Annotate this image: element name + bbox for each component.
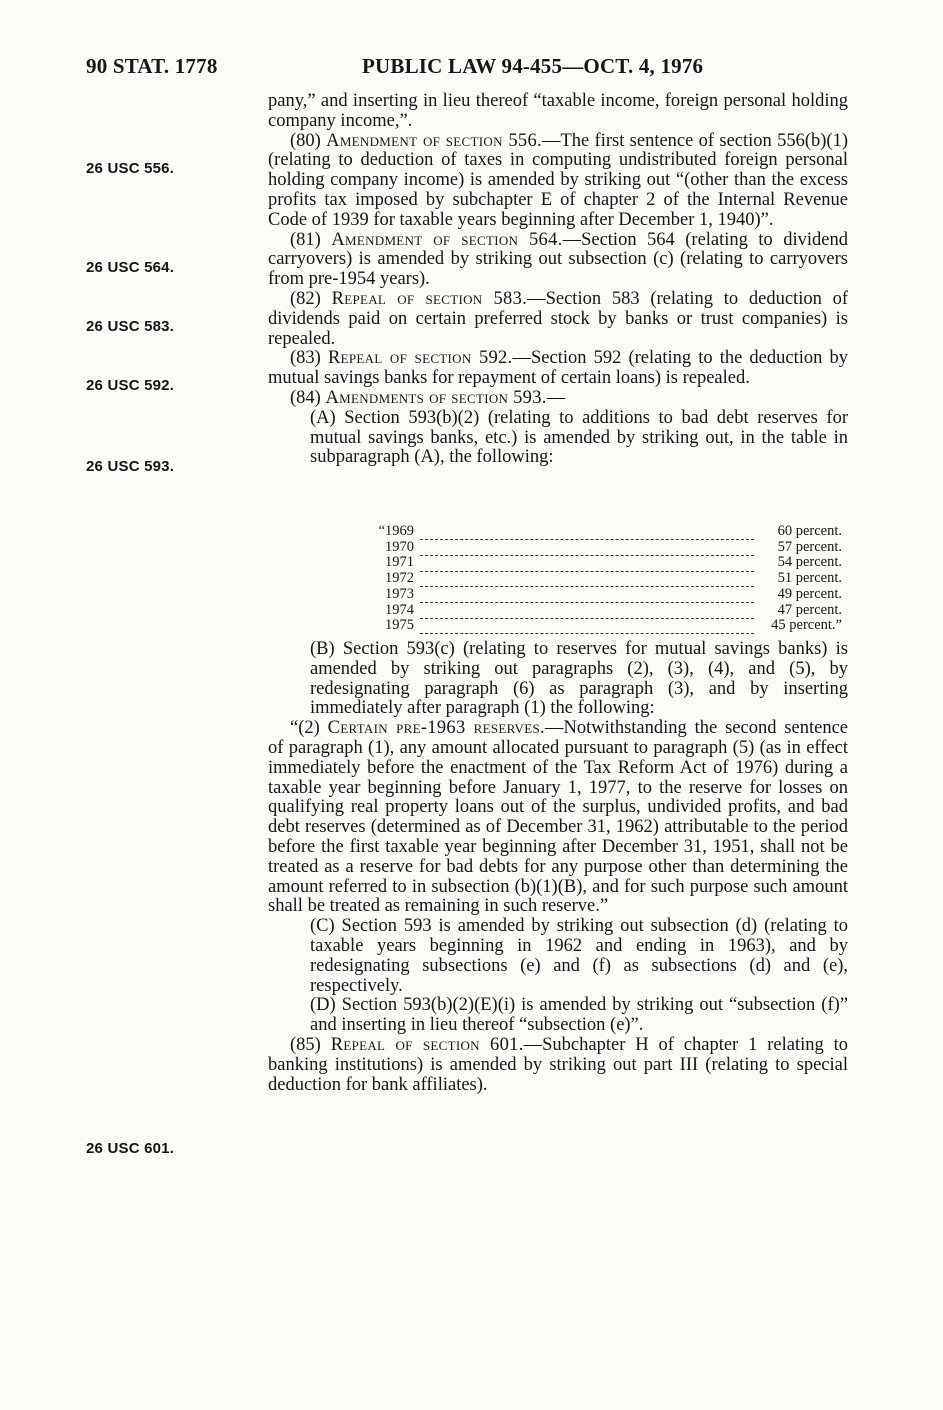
text-block-lower (268, 640, 848, 1095)
margin-note-583: 26 USC 583. (86, 318, 175, 335)
heading-85: Repeal of section 601. (330, 1034, 524, 1055)
paragraph-83: (83) Repeal of section 592.—Section 592 (relating to the deduction by mutual savings banks for repayment of certain loans) is repealed. (268, 348, 848, 389)
heading-81: Amendment of section 564. (331, 229, 563, 250)
paragraph-82: (82) Repeal of section 583.—Section 583 (relating to deduction of dividends paid on certain preferred stock by banks or trust companies) is repealed. (268, 288, 848, 349)
running-header: PUBLIC LAW 94-455—OCT. 4, 1976 (362, 54, 704, 78)
table-row: 1974 47 percent. (385, 601, 842, 618)
table-row: 1973 49 percent. (385, 585, 842, 602)
heading-pre-1963-reserves: Certain pre-1963 reserves. (327, 718, 545, 739)
subparagraph-A: (A) Section 593(b)(2) (relating to additions to bad debt reserves for mutual savings banks, etc.) is amended by striking out, in the table in subparagraph (A), the following: (310, 407, 848, 468)
quoted-paragraph-2: “(2) Certain pre-1963 reserves.—Notwithstanding the second sentence of paragraph (1), any amount allocated pursuant to paragraph (5) (as in effect immediately before the enactment of the Tax Reform Act of 1976) during a taxable year beginning before January 1, 1977, to the reserve for losses on qualifying real property loans out of the surplus, undivided profits, and bad debt reserves (determined as of December 31, 1962) attributable to the period before the first taxable year beginning after December 31, 1951, shall not be treated as a reserve for bad debts for any purpose other than determining the amount referred to in subsection (b)(1)(B), and for such purpose such amount shall be treated as remaining in such reserve.” (268, 718, 849, 917)
heading-80: Amendment of section 556. (326, 130, 542, 151)
subparagraph-D: (D) Section 593(b)(2)(E)(i) is amended by striking out “subsection (f)” and inserting in lieu thereof “subsection (e)”. (310, 995, 848, 1036)
table-row: 1970 57 percent. (385, 538, 842, 555)
table-row: 1975 45 percent.” (385, 617, 842, 634)
stat-citation: 90 STAT. 1778 (86, 54, 218, 78)
margin-note-564: 26 USC 564. (86, 259, 175, 276)
subparagraph-B: (B) Section 593(c) (relating to reserves for mutual savings banks) is amended by striking out paragraphs (2), (3), (4), and (5), by redesignating paragraph (6) as paragraph (3), and by inserting immediately after paragraph (1) the following: (310, 639, 848, 719)
table-row: 1971 54 percent. (385, 554, 842, 571)
table-row: “1969 60 percent. (378, 523, 842, 539)
subparagraph-C: (C) Section 593 is amended by striking out subsection (d) (relating to taxable years beginning in 1962 and ending in 1963), and by redesignating subsections (e) and (f) as subsections (d) and (e), respectively. (310, 916, 848, 996)
margin-note-601: 26 USC 601. (86, 1140, 175, 1157)
heading-83: Repeal of section 592. (327, 348, 513, 369)
percent-table (376, 524, 842, 634)
text-block-upper (268, 92, 848, 468)
margin-note-592: 26 USC 592. (86, 377, 175, 394)
paragraph-80: (80) Amendment of section 556.—The first sentence of section 556(b)(1) (relating to deduction of taxes in computing undistributed foreign personal holding company income) is amended by striking out “(other than the excess profits tax imposed by subchapter E of chapter 2 of the Internal Revenue Code of 1939 for taxable years beginning after December 1, 1940)”. (268, 130, 849, 230)
paragraph-84: (84) Amendments of section 593.— (290, 387, 566, 408)
table-row: 1972 51 percent. (385, 570, 842, 587)
heading-84: Amendments of section 593. (325, 387, 547, 408)
margin-note-556: 26 USC 556. (86, 160, 175, 177)
paragraph-85: (85) Repeal of section 601.—Subchapter H of chapter 1 relating to banking institutions) is amended by striking out part III (relating to special deduction for bank affiliates). (268, 1034, 849, 1095)
margin-note-593: 26 USC 593. (86, 458, 175, 475)
heading-82: Repeal of section 583. (331, 288, 528, 309)
paragraph-continuation: pany,” and inserting in lieu thereof “taxable income, foreign personal holding company income,”. (268, 91, 848, 131)
paragraph-81: (81) Amendment of section 564.—Section 564 (relating to dividend carryovers) is amended by striking out subsection (c) (relating to carryovers from pre-1954 years). (268, 229, 848, 290)
